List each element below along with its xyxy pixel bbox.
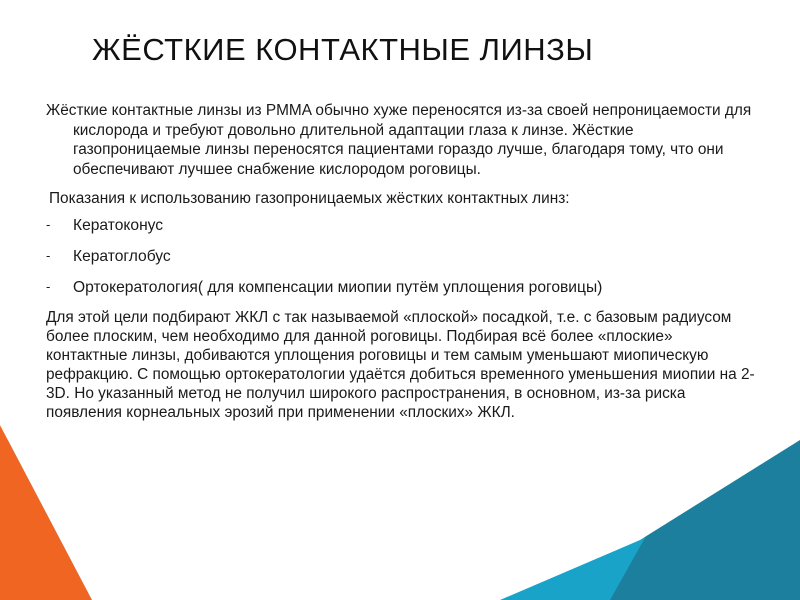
list-item-text: Кератоконус (73, 216, 164, 234)
bullet-dash: - (46, 278, 51, 294)
list-item-text: Кератоглобус (73, 247, 171, 265)
slide-title: ЖЁСТКИЕ КОНТАКТНЫЕ ЛИНЗЫ (92, 32, 594, 67)
bullet-dash: - (46, 216, 51, 232)
indications-heading: Показания к использованию газопроницаемых жёстких контактных линз: (49, 190, 570, 208)
list-item (46, 277, 758, 298)
bullet-dash: - (46, 247, 51, 263)
intro-paragraph: Жёсткие контактные линзы из PMMA обычно хуже переносятся из-за своей непроницаемости для кислорода и требуют довольно длительной адаптации глаза к линзе. Жёсткие газопроницаемые линзы переносятся пациентами гораздо лучше, благодаря тому, что они обеспечивают лучшее снабжение кислородом роговицы. (46, 102, 752, 178)
slide-content (46, 101, 758, 422)
indications-list (46, 215, 758, 298)
list-item (46, 215, 758, 236)
list-item-text: Ортокератология( для компенсации миопии путём уплощения роговицы) (73, 278, 603, 296)
list-item (46, 246, 758, 267)
conclusion-paragraph: Для этой цели подбирают ЖКЛ с так называемой «плоской» посадкой, т.е. с базовым радиусом более плоским, чем необходимо для данной роговицы. Подбирая всё более «плоские» контактные линзы, добиваются уплощения роговицы и тем самым уменьшают миопическую рефракцию. С помощью ортокератологии удаётся добиться временного уменьшения миопии на 2-3D. Но указанный метод не получил широкого распространения, в основном, из-за риска появления корнеальных эрозий при применении «плоских» ЖКЛ. (46, 308, 755, 421)
